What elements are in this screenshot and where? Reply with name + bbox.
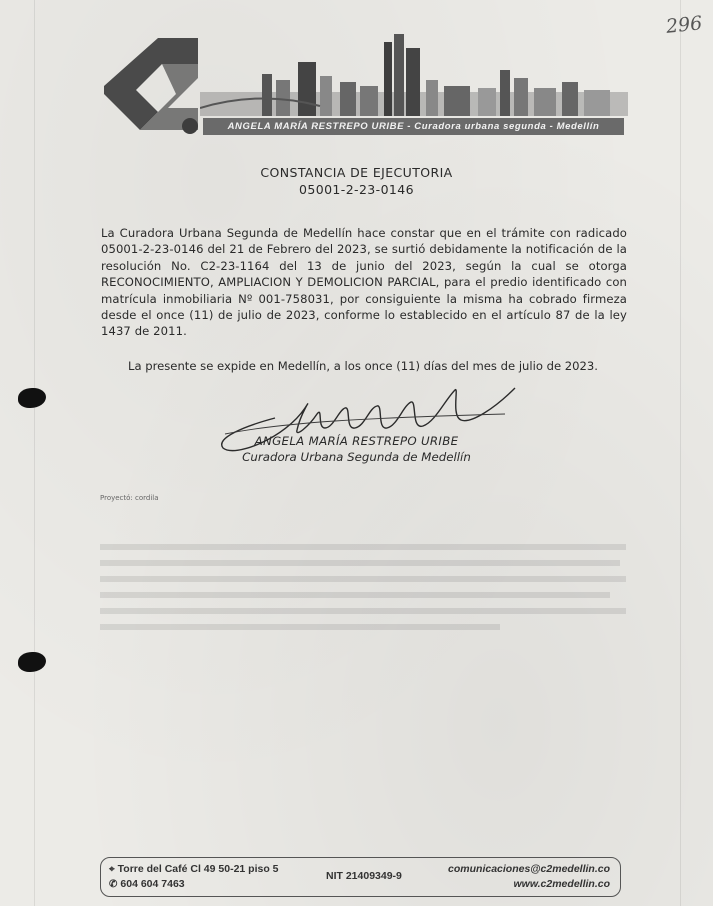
phone-line [109, 877, 279, 892]
bleed-through-lines [100, 540, 626, 650]
bleed-through-texture [100, 540, 626, 650]
footer-web-block [448, 862, 610, 892]
email-text: comunicaciones@c2medellin.co [448, 863, 610, 875]
punch-hole [18, 388, 46, 408]
handwritten-page-number: 296 [664, 12, 704, 38]
footer-contact-box [100, 857, 621, 897]
body-paragraph: La Curadora Urbana Segunda de Medellín hace constar que en el trámite con radicado 05001-2-23-0146 del 21 de Febrero del 2023, se surtió debidamente la notificación de la resolución No. C2-23-1164 del 13 de junio del 2023, según la cual se otorga RECONOCIMIENTO, AMPLIACION Y DEMOLICION PARCIAL, para el predio identificado con matrícula inmobiliaria Nº 001-758031, por consiguiente la misma ha cobrado firmeza desde el once (11) de julio de 2023, conforme lo establecido en el artículo 87 de la ley 1437 de 2011. [101, 226, 627, 339]
document-title: CONSTANCIA DE EJECUTORIA [260, 165, 453, 180]
radicado-number: 05001-2-23-0146 [299, 182, 414, 197]
header-banner: ANGELA MARÍA RESTREPO URIBE - Curadora urbana segunda - Medellín [203, 118, 624, 135]
signer-block [0, 433, 713, 465]
footer-address-block [109, 862, 279, 892]
phone-icon: ✆ [109, 879, 118, 890]
city-skyline-image [200, 30, 628, 116]
website-text: www.c2medellin.co [513, 878, 610, 890]
document-title-block [0, 164, 713, 198]
prepared-by-note: Proyectó: cordila [100, 494, 159, 502]
map-pin-icon: ⌖ [109, 864, 115, 875]
address-line [109, 862, 279, 877]
c2-logo [100, 34, 210, 138]
phone-text: 604 604 7463 [120, 878, 185, 890]
signer-name: ANGELA MARÍA RESTREPO URIBE [254, 434, 459, 448]
punch-hole [18, 652, 46, 672]
nit-text: NIT 21409349-9 [326, 870, 402, 882]
signer-role: Curadora Urbana Segunda de Medellín [242, 450, 471, 464]
issue-statement: La presente se expide en Medellín, a los once (11) días del mes de julio de 2023. [128, 359, 598, 373]
address-text: Torre del Café Cl 49 50-21 piso 5 [117, 863, 279, 875]
